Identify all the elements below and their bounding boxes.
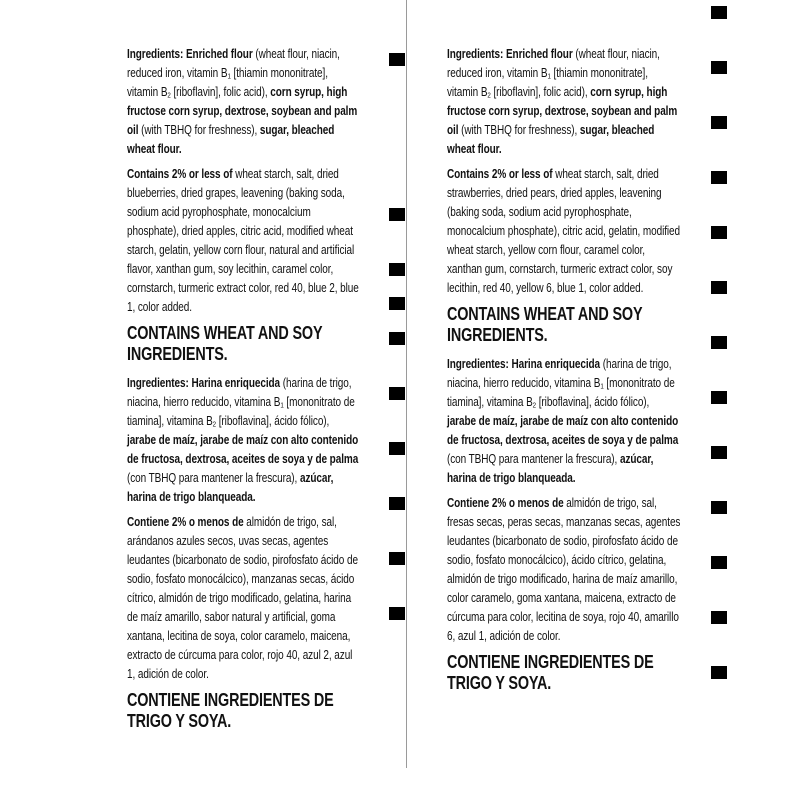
ingredients-statement-en: Ingredients: Enriched flour (wheat flour, niacin, reduced iron, vitamin $B_1$ [thiamin mononitrate], vitamin $B_2$ [riboflavin], folic acid), corn syrup, high fructose corn syrup, dextrose, soybean and palm oil (with TBHQ for freshness), sugar, bleached wheat flour. (127, 47, 358, 156)
contains-statement-es: Contiene 2% o menos de almidón de trigo, sal, fresas secas, peras secas, manzanas secas, agentes leudantes (bicarbonato de sodio, pirofosfato ácido de sodio, fosfato monocálcico), ácido cítrico, gelatina, almidón de trigo modificado, harina de maíz amarillo, color caramelo, goma xantana, maicena, extracto de cúrcuma para color, lecitina de soya, rojo 40, amarillo 6, azul 1, adición de color. (447, 496, 681, 643)
registration-mark (389, 552, 405, 565)
ingredients-statement-es: Ingredientes: Harina enriquecida (harina de trigo, niacina, hierro reducido, vitamina $B_1$ [mononitrato de tiamina], vitamina $B_2$ [riboflavina], ácido fólico), jarabe de maíz, jarabe de maíz con alto contenido de fructosa, dextrosa, aceites de soya y de palma (con TBHQ para mantener la frescura), azúcar, harina de trigo blanqueada. (127, 376, 359, 504)
registration-mark (711, 556, 727, 569)
contains-statement-en: Contains 2% or less of wheat starch, salt, dried strawberries, dried pears, dried apples, leavening (baking soda, sodium acid pyrophosphate, monocalcium phosphate), citric acid, gelatin, modified wheat starch, yellow corn flour, caramel color, xanthan gum, cornstarch, turmeric extract color, soy lecithin, red 40, yellow 6, blue 1, color added. (447, 167, 681, 295)
contains-statement-en: Contains 2% or less of wheat starch, salt, dried blueberries, dried grapes, leavening (baking soda, sodium acid pyrophosphate, monocalcium phosphate), dried apples, citric acid, modified wheat starch, gelatin, yellow corn flour, natural and artificial flavor, xanthan gum, soy lecithin, caramel color, cornstarch, turmeric extract color, red 40, blue 2, blue 1, color added. (127, 167, 359, 314)
right-ingredient-panel (447, 45, 681, 703)
allergen-statement-en: CONTAINS WHEAT AND SOY INGREDIENTS. (127, 323, 323, 364)
registration-mark (389, 263, 405, 276)
registration-mark (711, 171, 727, 184)
registration-mark (711, 446, 727, 459)
allergen-statement-en: CONTAINS WHEAT AND SOY INGREDIENTS. (447, 304, 643, 345)
registration-mark (711, 501, 727, 514)
registration-mark (711, 611, 727, 624)
registration-mark (711, 61, 727, 74)
registration-mark (389, 332, 405, 345)
registration-mark (389, 607, 405, 620)
allergen-statement-es: CONTIENE INGREDIENTES DE TRIGO Y SOYA. (127, 690, 334, 731)
registration-mark (389, 442, 405, 455)
registration-mark (389, 208, 405, 221)
registration-mark (711, 226, 727, 239)
panel-divider (406, 0, 407, 768)
registration-mark (711, 391, 727, 404)
registration-mark (711, 666, 727, 679)
allergen-statement-es: CONTIENE INGREDIENTES DE TRIGO Y SOYA. (447, 652, 654, 693)
registration-mark (711, 336, 727, 349)
registration-mark (389, 297, 405, 310)
contains-statement-es: Contiene 2% o menos de almidón de trigo, sal, arándanos azules secos, uvas secas, agentes leudantes (bicarbonato de sodio, pirofosfato ácido de sodio, fosfato monocálcico), manzanas secas, ácido cítrico, almidón de trigo modificado, gelatina, harina de maíz amarillo, sabor natural y artificial, goma xantana, lecitina de soya, color caramelo, maicena, extracto de cúrcuma para color, rojo 40, azul 2, azul 1, adición de color. (127, 515, 358, 681)
registration-mark (389, 53, 405, 66)
registration-mark (711, 281, 727, 294)
registration-mark (711, 6, 727, 19)
left-ingredient-panel (127, 45, 361, 741)
registration-mark (389, 497, 405, 510)
registration-mark (389, 387, 405, 400)
ingredients-statement-en: Ingredients: Enriched flour (wheat flour, niacin, reduced iron, vitamin $B_1$ [thiamin mononitrate], vitamin $B_2$ [riboflavin], folic acid), corn syrup, high fructose corn syrup, dextrose, soybean and palm oil (with TBHQ for freshness), sugar, bleached wheat flour. (447, 47, 678, 156)
registration-mark (711, 116, 727, 129)
ingredients-statement-es: Ingredientes: Harina enriquecida (harina de trigo, niacina, hierro reducido, vitamina $B_1$ [mononitrato de tiamina], vitamina $B_2$ [riboflavina], ácido fólico), jarabe de maíz, jarabe de maíz con alto contenido de fructosa, dextrosa, aceites de soya y de palma (con TBHQ para mantener la frescura), azúcar, harina de trigo blanqueada. (447, 357, 679, 485)
